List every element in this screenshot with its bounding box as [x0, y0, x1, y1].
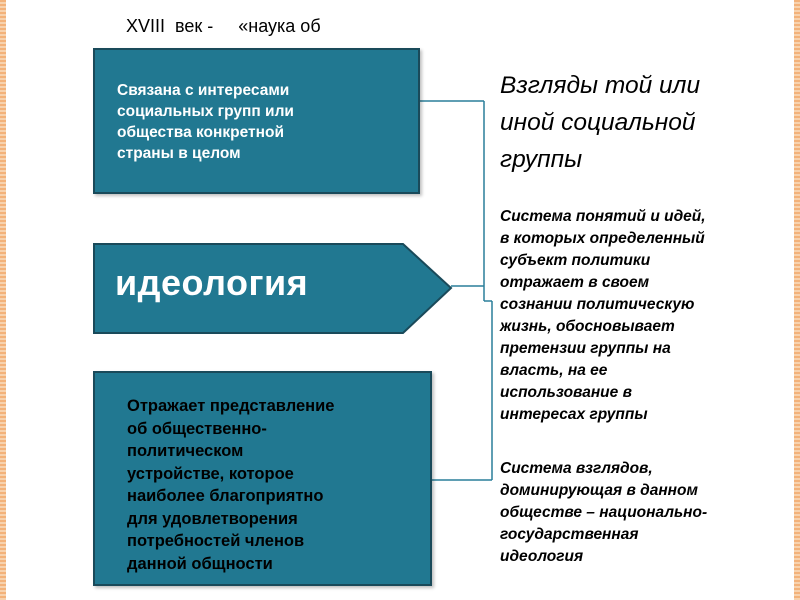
- definition-1-line: использование в: [500, 384, 632, 401]
- box-bottom-line: для удовлетворения: [127, 509, 298, 528]
- definition-2-line: обществе – национально-: [500, 504, 708, 521]
- box-bottom-line: данной общности: [127, 554, 273, 573]
- definition-1-line: в которых определенный: [500, 230, 705, 247]
- definition-1-line: Система понятий и идей,: [500, 208, 706, 225]
- box-bottom-line: Отражает представление: [127, 397, 335, 415]
- definition-system-of-ideas: [500, 206, 706, 426]
- definition-1-line: жизнь, обосновывает: [500, 318, 675, 335]
- box-bottom-line: политическом: [127, 442, 244, 460]
- box-top-line: Связана с интересами: [117, 82, 290, 99]
- box-bottom-line: наиболее благоприятно: [127, 487, 324, 505]
- definition-2-line: Система взглядов,: [500, 460, 653, 477]
- definition-1-line: отражает в своем: [500, 274, 650, 291]
- box-top-line: общества конкретной: [117, 124, 284, 141]
- definition-2-line: доминирующая в данном: [500, 482, 698, 499]
- box-bottom-representation: [93, 371, 432, 586]
- slide-title: XVIII век - «наука об: [126, 16, 321, 36]
- definition-1-line: интересах группы: [500, 406, 648, 423]
- box-top-interests: [93, 48, 420, 194]
- definition-1-line: претензии группы на: [500, 340, 671, 357]
- definition-1-line: власть, на ее: [500, 362, 608, 379]
- box-top-line: страны в целом: [117, 145, 241, 162]
- box-bottom-line: устройстве, которое: [127, 464, 294, 483]
- definition-dominant-views: [500, 458, 707, 568]
- box-top-line: социальных групп или: [117, 103, 294, 120]
- box-bottom-line: об общественно-: [127, 419, 267, 438]
- right-heading-line: Взгляды той или: [500, 72, 701, 99]
- definition-2-line: идеология: [500, 548, 584, 565]
- right-heading-views: [500, 67, 700, 178]
- right-heading-line: иной социальной: [500, 109, 696, 136]
- definition-1-line: сознании политическую: [500, 296, 695, 313]
- box-bottom-line: потребностей членов: [127, 532, 305, 550]
- ideology-label: идеология: [115, 262, 309, 303]
- right-heading-line: группы: [500, 146, 583, 173]
- definition-1-line: субъект политики: [500, 252, 651, 269]
- definition-2-line: государственная: [500, 526, 639, 543]
